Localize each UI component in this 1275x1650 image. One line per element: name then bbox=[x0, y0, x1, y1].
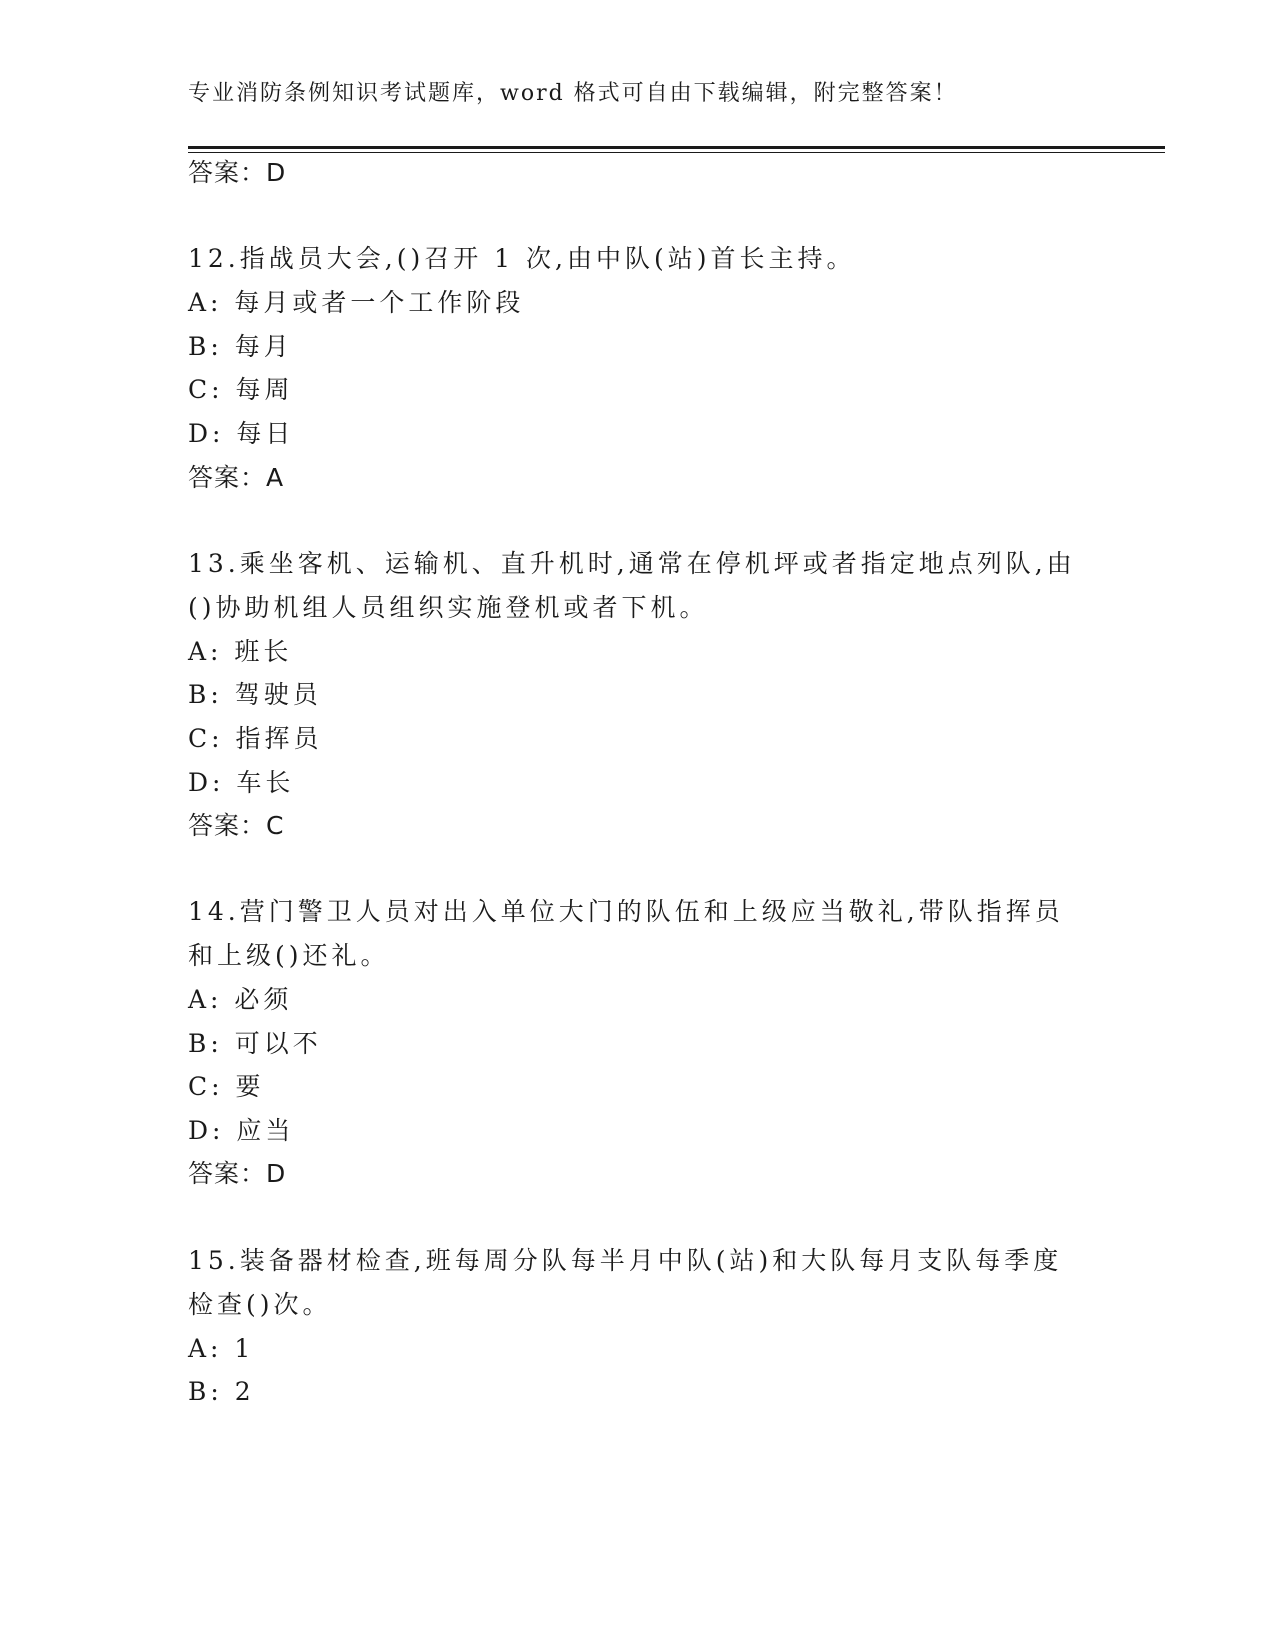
page-header: 专业消防条例知识考试题库，word 格式可自由下载编辑，附完整答案！ bbox=[188, 81, 958, 106]
answer-line: 答案：A bbox=[188, 463, 285, 492]
option-b: B: 可以不 bbox=[188, 1029, 322, 1058]
option-a: A: 必须 bbox=[188, 985, 293, 1014]
option-b: B: 2 bbox=[188, 1377, 255, 1406]
option-b: B: 每月 bbox=[188, 332, 293, 361]
option-a: A: 每月或者一个工作阶段 bbox=[188, 288, 525, 317]
option-d: D: 应当 bbox=[188, 1116, 295, 1145]
option-d: D: 车长 bbox=[188, 768, 295, 797]
option-a: A: 1 bbox=[188, 1334, 255, 1363]
header-divider-thick bbox=[188, 146, 1165, 149]
question-stem: 14.营门警卫人员对出入单位大门的队伍和上级应当敬礼,带队指挥员 bbox=[188, 897, 1064, 926]
option-d: D: 每日 bbox=[188, 419, 295, 448]
question-stem-continued: 和上级()还礼。 bbox=[188, 941, 390, 970]
option-a: A: 班长 bbox=[188, 637, 293, 666]
question-stem-continued: ()协助机组人员组织实施登机或者下机。 bbox=[188, 593, 709, 622]
question-stem: 13.乘坐客机、运输机、直升机时,通常在停机坪或者指定地点列队,由 bbox=[188, 549, 1076, 578]
header-divider-thin bbox=[188, 152, 1165, 153]
option-b: B: 驾驶员 bbox=[188, 680, 322, 709]
question-stem-continued: 检查()次。 bbox=[188, 1290, 332, 1319]
option-c: C: 要 bbox=[188, 1072, 265, 1101]
option-c: C: 每周 bbox=[188, 375, 294, 404]
question-stem: 15.装备器材检查,班每周分队每半月中队(站)和大队每月支队每季度 bbox=[188, 1246, 1063, 1275]
answer-line: 答案：C bbox=[188, 811, 285, 840]
answer-line: 答案：D bbox=[188, 1159, 287, 1188]
question-stem: 12.指战员大会,()召开 1 次,由中队(站)首长主持。 bbox=[188, 244, 856, 273]
option-c: C: 指挥员 bbox=[188, 724, 323, 753]
answer-line: 答案：D bbox=[188, 158, 287, 187]
